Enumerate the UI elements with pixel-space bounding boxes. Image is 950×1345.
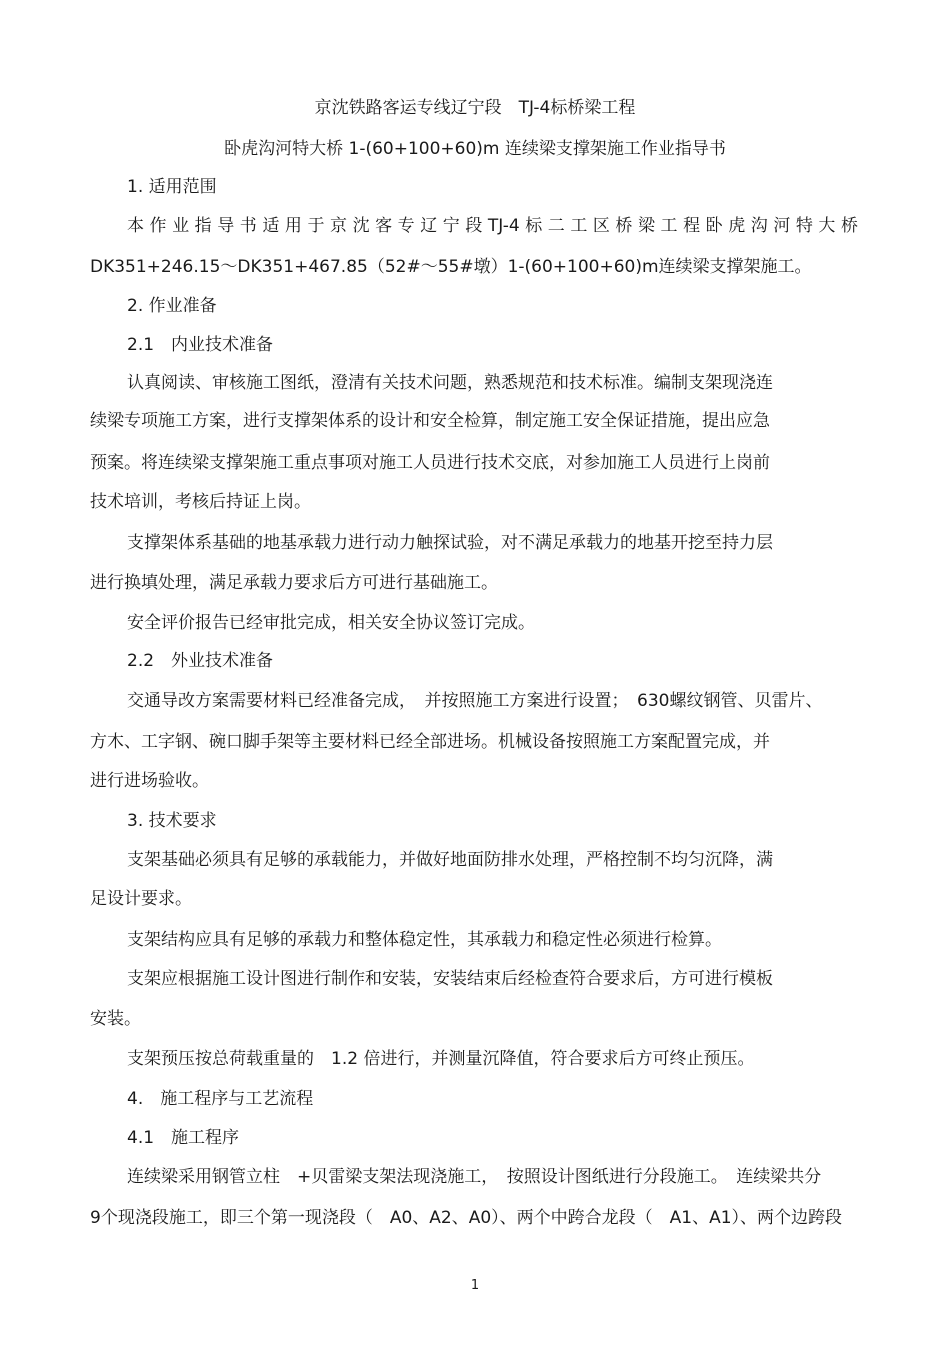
paragraph-line: 技术培训，考核后持证上岗。 [90, 492, 311, 512]
paragraph-line: DK351+246.15～DK351+467.85（52#～55#墩）1-(60+100+60)m连续梁支撑架施工。 [90, 257, 812, 277]
paragraph-line: 连续梁采用钢管立柱 +贝雷梁支架法现浇施工， 按照设计图纸进行分段施工。 连续梁共分 [127, 1167, 822, 1187]
paragraph-line: 支架应根据施工设计图进行制作和安装，安装结束后经检查符合要求后，方可进行模板 [127, 969, 773, 989]
paragraph-line: 预案。将连续梁支撑架施工重点事项对施工人员进行技术交底，对参加施工人员进行上岗前 [90, 453, 770, 473]
paragraph-line: 进行换填处理，满足承载力要求后方可进行基础施工。 [90, 573, 498, 593]
paragraph-line: 支架结构应具有足够的承载力和整体稳定性，其承载力和稳定性必须进行检算。 [127, 930, 722, 950]
paragraph-line: 本作业指导书适用于京沈客专辽宁段TJ-4标二工区桥梁工程卧虎沟河特大桥 [127, 216, 858, 236]
paragraph-line: 进行进场验收。 [90, 771, 209, 791]
paragraph-line: 方木、工字钢、碗口脚手架等主要材料已经全部进场。机械设备按照施工方案配置完成，并 [90, 732, 770, 752]
page-number: 1 [470, 1278, 480, 1293]
section-heading: 3. 技术要求 [127, 811, 217, 831]
paragraph-line: 安装。 [90, 1009, 141, 1029]
paragraph-line: 支架预压按总荷载重量的 1.2 倍进行，并测量沉降值，符合要求后方可终止预压。 [127, 1049, 755, 1069]
paragraph-line: 安全评价报告已经审批完成，相关安全协议签订完成。 [127, 613, 535, 633]
paragraph-line: 续梁专项施工方案，进行支撑架体系的设计和安全检算，制定施工安全保证措施，提出应急 [90, 411, 770, 431]
section-heading: 1. 适用范围 [127, 177, 217, 197]
section-heading: 4. 施工程序与工艺流程 [127, 1089, 314, 1109]
paragraph-line: 交通导改方案需要材料已经准备完成， 并按照施工方案进行设置； 630螺纹钢管、贝雷片、 [127, 691, 823, 711]
document-title: 京沈铁路客运专线辽宁段 TJ-4标桥梁工程 [314, 98, 636, 118]
subsection-heading: 2.2 外业技术准备 [127, 651, 274, 671]
paragraph-line: 9个现浇段施工，即三个第一现浇段（ A0、A2、A0）、两个中跨合龙段（ A1、A1）、两个边跨段 [90, 1208, 843, 1228]
subsection-heading: 4.1 施工程序 [127, 1128, 240, 1148]
document-subtitle: 卧虎沟河特大桥 1-(60+100+60)m 连续梁支撑架施工作业指导书 [224, 139, 726, 159]
paragraph-line: 支架基础必须具有足够的承载能力，并做好地面防排水处理，严格控制不均匀沉降，满 [127, 850, 773, 870]
paragraph-line: 认真阅读、审核施工图纸，澄清有关技术问题，熟悉规范和技术标准。编制支架现浇连 [127, 373, 773, 393]
paragraph-line: 支撑架体系基础的地基承载力进行动力触探试验，对不满足承载力的地基开挖至持力层 [127, 533, 773, 553]
paragraph-line: 足设计要求。 [90, 889, 192, 909]
subsection-heading: 2.1 内业技术准备 [127, 335, 274, 355]
section-heading: 2. 作业准备 [127, 296, 217, 316]
